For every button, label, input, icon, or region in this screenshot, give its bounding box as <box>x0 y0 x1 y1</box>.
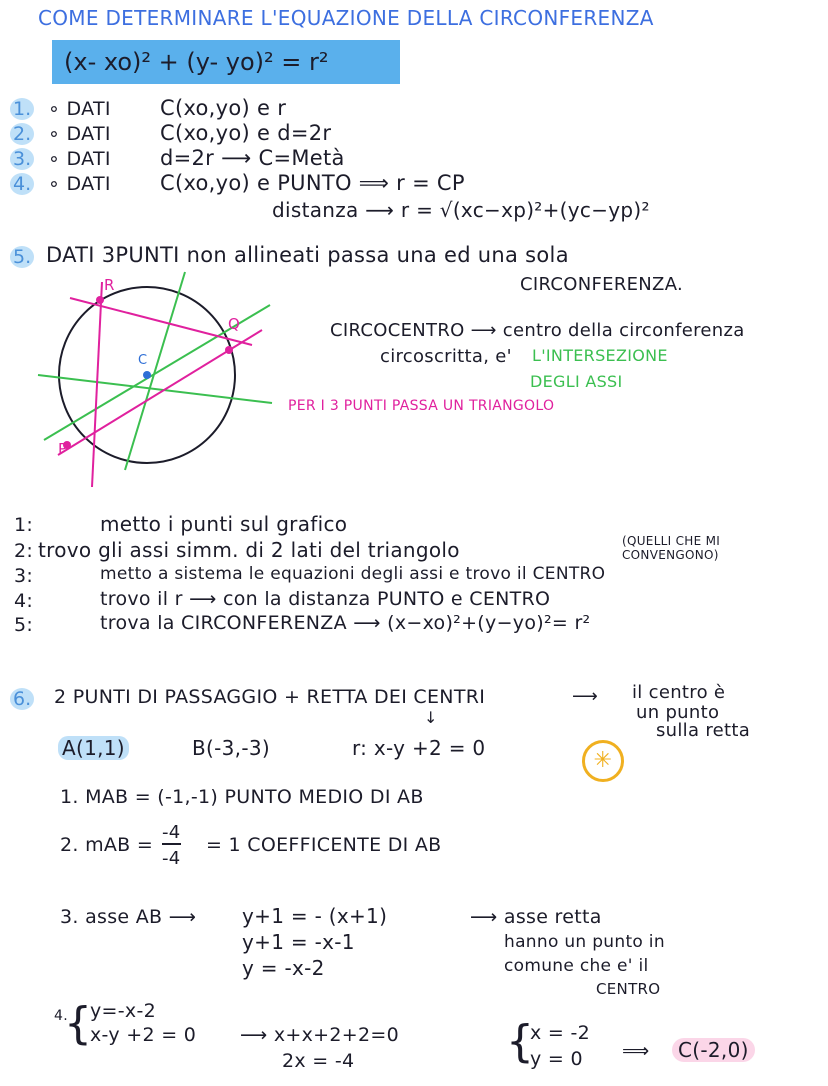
step6-3-note-4: CENTRO <box>596 980 661 998</box>
step6-1: 1. MAB = (-1,-1) PUNTO MEDIO DI AB <box>60 786 424 808</box>
case-number: 3. <box>10 148 34 170</box>
arrow-icon: ⟶ <box>572 686 599 707</box>
down-arrow-icon: ↓ <box>424 708 438 727</box>
triangle-note: PER I 3 PUNTI PASSA UN TRIANGOLO <box>288 398 555 414</box>
step6-3-label: 3. asse AB ⟶ <box>60 906 197 928</box>
point-a: A(1,1) <box>58 736 129 760</box>
label-p: P <box>58 440 68 458</box>
step-number: 1: <box>14 514 34 536</box>
step6-3-eq3: y = -x-2 <box>242 956 325 980</box>
case-bullet: ∘ DATI <box>48 173 111 195</box>
triangle-side <box>92 282 102 487</box>
center-result: C(-2,0) <box>672 1038 755 1062</box>
circumcenter-def-1: CIRCOCENTRO ⟶ centro della circonferenza <box>330 320 745 341</box>
case-bullet: ∘ DATI <box>48 98 111 120</box>
page-title: COME DETERMINARE L'EQUAZIONE DELLA CIRCONFERENZA <box>38 6 654 30</box>
step-text: trova la CIRCONFERENZA ⟶ (x−xo)²+(y−yo)²= r² <box>100 612 591 634</box>
point-c <box>143 371 151 379</box>
case-text: C(xo,yo) e PUNTO ⟹ r = CP <box>160 171 465 195</box>
case-text: C(xo,yo) e d=2r <box>160 121 332 145</box>
case6-side-note-3: sulla retta <box>656 720 751 741</box>
solution-x: x = -2 <box>530 1022 590 1044</box>
step6-3-eq2: y+1 = -x-1 <box>242 930 355 954</box>
system-brace: { <box>64 998 92 1049</box>
case-bullet: ∘ DATI <box>48 148 111 170</box>
implies-arrow: ⟹ <box>622 1040 650 1062</box>
step-number: 5: <box>14 614 34 636</box>
step-number: 2: <box>14 540 34 562</box>
point-r <box>96 296 104 304</box>
steps-note: (QUELLI CHE MI CONVENGONO) <box>622 534 721 562</box>
case-number: 2. <box>10 123 34 145</box>
step-text: trovo gli assi simm. di 2 lati del triangolo <box>38 538 460 562</box>
case-number: 4. <box>10 173 34 195</box>
step6-2-label: 2. mAB = <box>60 834 154 856</box>
case-text: C(xo,yo) e r <box>160 96 287 120</box>
system-eq1: y=-x-2 <box>90 1000 157 1022</box>
circumcenter-def-2: circoscritta, e' <box>380 346 512 367</box>
circumference-formula: (x- xo)² + (y- yo)² = r² <box>64 48 329 76</box>
solution-brace: { <box>506 1016 534 1067</box>
step6-3-eq1: y+1 = - (x+1) <box>242 904 388 928</box>
distance-formula: distanza ⟶ r = √(xc−xp)²+(yc−yp)² <box>272 198 650 222</box>
step-text: trovo il r ⟶ con la distanza PUNTO e CENTRO <box>100 588 551 610</box>
axis-line <box>125 272 185 470</box>
step6-4-label: 4. <box>54 1008 68 1024</box>
case-bullet: ∘ DATI <box>48 123 111 145</box>
case-number: 5. <box>10 246 34 268</box>
line-r: r: x-y +2 = 0 <box>352 736 486 760</box>
step-text: metto i punti sul grafico <box>100 512 348 536</box>
step6-3-note-2: hanno un punto in <box>504 932 665 952</box>
step-number: 4: <box>14 590 34 612</box>
case6-side-note-2: un punto <box>636 702 720 723</box>
case5-line1: DATI 3PUNTI non allineati passa una ed una sola <box>46 243 569 267</box>
step-number: 3: <box>14 565 34 587</box>
point-b: B(-3,-3) <box>192 736 270 760</box>
case6-side-note-1: il centro è <box>632 682 726 703</box>
circumcenter-def-green-2: DEGLI ASSI <box>530 372 623 391</box>
label-r: R <box>104 276 115 294</box>
step-text: metto a sistema le equazioni degli assi e trovo il CENTRO <box>100 564 606 584</box>
label-q: Q <box>228 315 241 333</box>
system-eq2: x-y +2 = 0 <box>90 1024 197 1046</box>
circumcenter-def-green-1: L'INTERSEZIONE <box>532 346 668 365</box>
step6-3-note-1: ⟶ asse retta <box>470 906 602 928</box>
case-number: 1. <box>10 98 34 120</box>
point-q <box>225 346 233 354</box>
solution-y: y = 0 <box>530 1048 583 1070</box>
case6-heading: 2 PUNTI DI PASSAGGIO + RETTA DEI CENTRI <box>54 686 486 708</box>
slope-numerator: -4 <box>162 822 181 843</box>
triangle-side <box>70 298 252 345</box>
case-number: 6. <box>10 688 34 710</box>
system-result-arrow: ⟶ x+x+2+2=0 <box>240 1024 400 1046</box>
case5-line2: CIRCONFERENZA. <box>520 274 684 295</box>
slope-denominator: -4 <box>162 848 181 869</box>
case-text: d=2r ⟶ C=Metà <box>160 146 345 170</box>
sun-icon: ✳ <box>582 740 624 782</box>
label-c: C <box>138 353 148 368</box>
step6-2-rest: = 1 COEFFICENTE DI AB <box>206 834 442 856</box>
system-eq3: 2x = -4 <box>282 1050 355 1072</box>
step6-3-note-3: comune che e' il <box>504 956 649 976</box>
axis-line <box>38 375 272 403</box>
